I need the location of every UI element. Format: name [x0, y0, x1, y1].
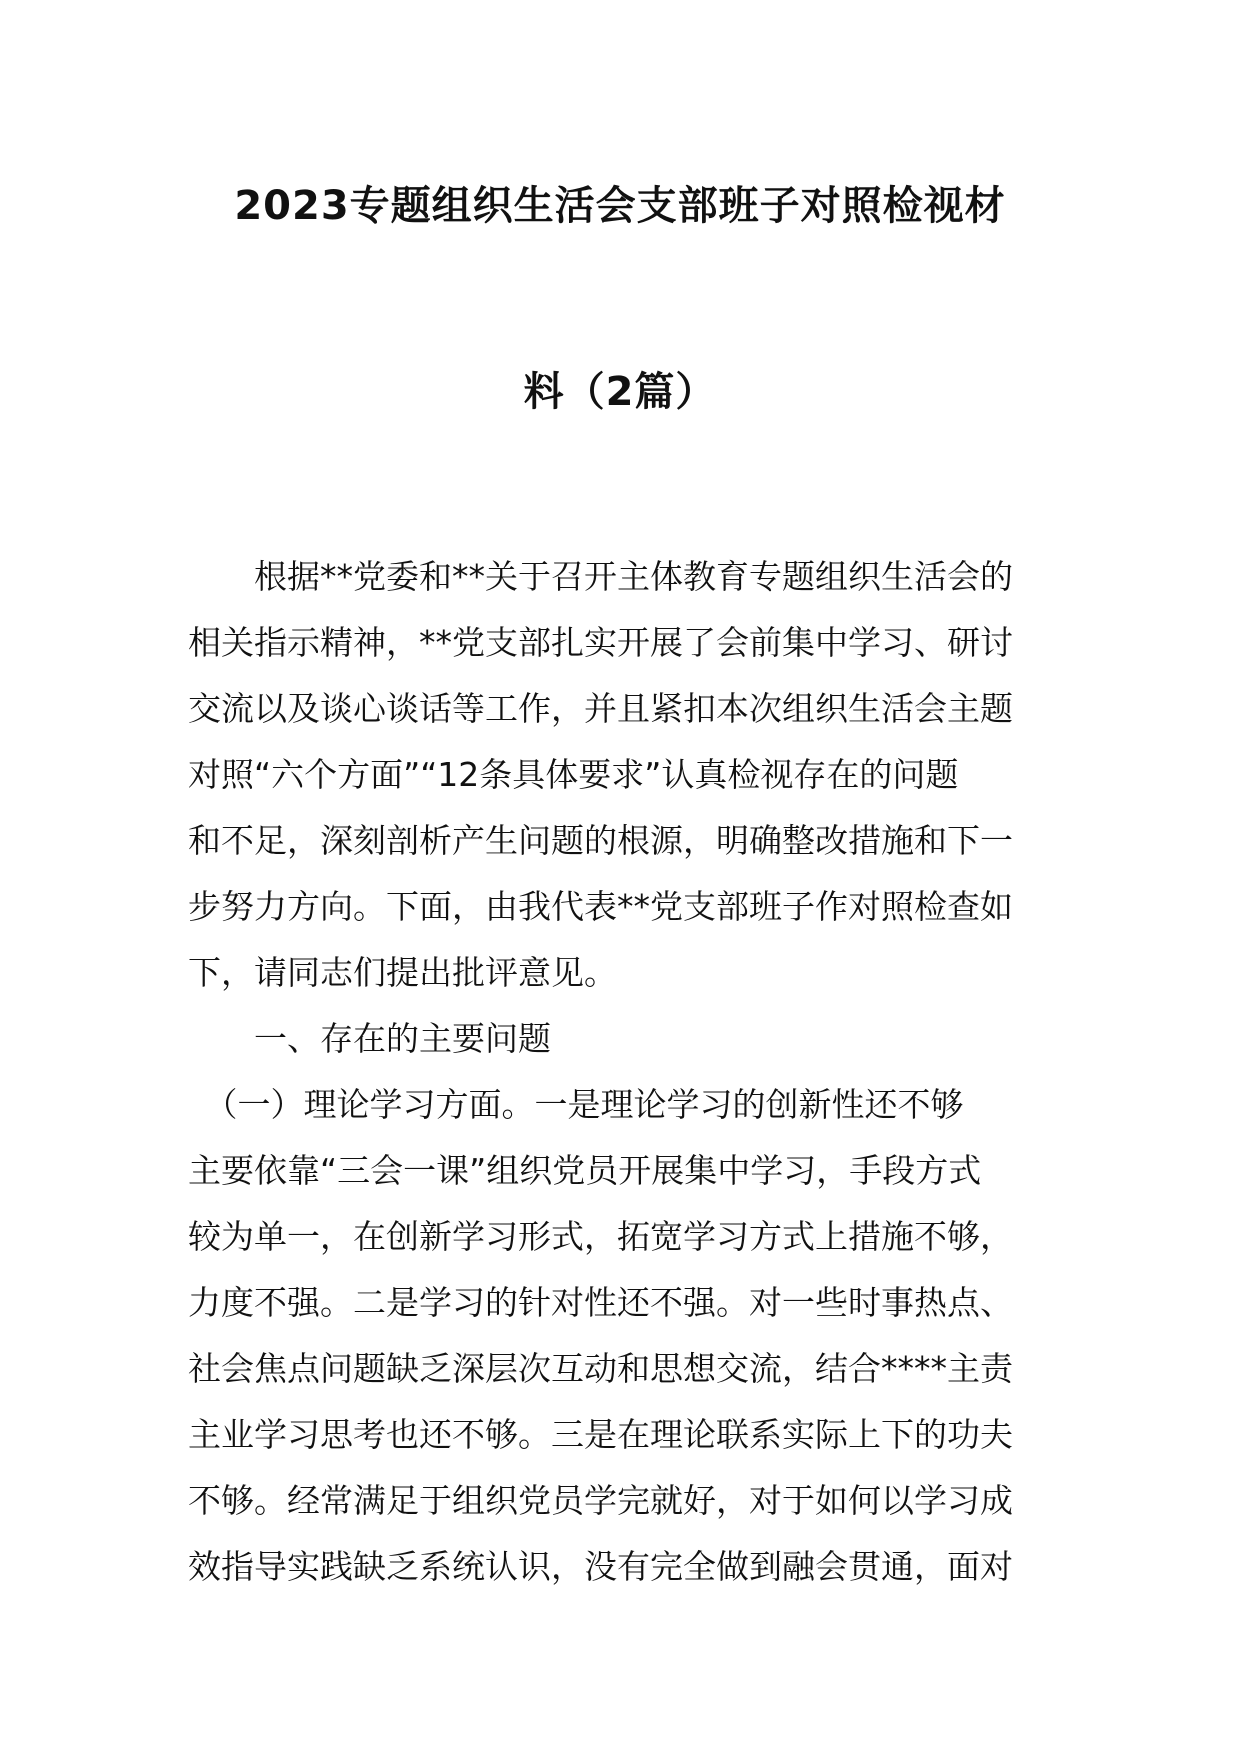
body-line: 交流以及谈心谈话等工作，并且紧扣本次组织生活会主题 — [188, 689, 1013, 728]
body-line: 社会焦点问题缺乏深层次互动和思想交流，结合****主责 — [188, 1349, 1013, 1388]
body-line: 较为单一，在创新学习形式，拓宽学习方式上措施不够， — [188, 1217, 1013, 1256]
body-line: 主要依靠“三会一课”组织党员开展集中学习，手段方式 — [188, 1151, 982, 1190]
body-line: 主业学习思考也还不够。三是在理论联系实际上下的功夫 — [188, 1415, 1013, 1454]
body-line: 根据**党委和**关于召开主体教育专题组织生活会的 — [188, 557, 1013, 596]
body-line: 力度不强。二是学习的针对性还不强。对一些时事热点、 — [188, 1283, 1013, 1322]
document-title-line-2: 料（2篇） — [523, 369, 717, 415]
body-line: 相关指示精神，**党支部扎实开展了会前集中学习、研讨 — [188, 623, 1013, 662]
document-body — [188, 544, 1058, 1600]
body-line: 步努力方向。下面，由我代表**党支部班子作对照检查如 — [188, 887, 1013, 926]
body-line: 对照“六个方面”“12条具体要求”认真检视存在的问题 — [188, 755, 959, 794]
body-line: 和不足，深刻剖析产生问题的根源，明确整改措施和下一 — [188, 821, 1013, 860]
body-line: 下，请同志们提出批评意见。 — [188, 953, 617, 992]
subsection-heading: （一）理论学习方面。一是理论学习的创新性还不够 — [188, 1085, 964, 1124]
body-line: 不够。经常满足于组织党员学完就好，对于如何以学习成 — [188, 1481, 1013, 1520]
section-heading: 一、存在的主要问题 — [188, 1019, 551, 1058]
document-title-line-1: 2023专题组织生活会支部班子对照检视材 — [234, 183, 1006, 229]
body-line: 效指导实践缺乏系统认识，没有完全做到融会贯通，面对 — [188, 1547, 1013, 1586]
